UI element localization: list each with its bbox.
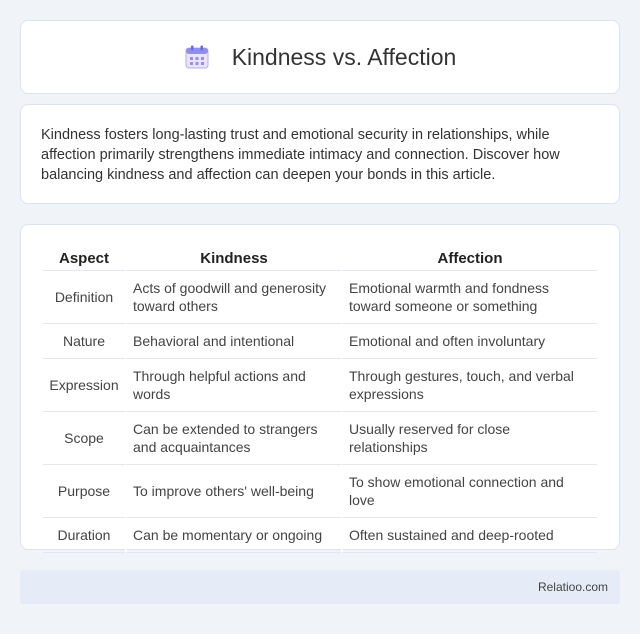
header-kindness: Kindness [125, 245, 341, 271]
header-aspect: Aspect [43, 245, 125, 271]
header-affection: Affection [341, 245, 597, 271]
page-title: Kindness vs. Affection [231, 43, 457, 70]
kindness-cell: Behavioral and intentional [125, 324, 341, 359]
kindness-cell: To improve others' well-being [125, 465, 341, 518]
kindness-cell: Can be momentary or ongoing [125, 518, 341, 553]
footer-bar [20, 570, 620, 604]
comparison-card [20, 224, 620, 550]
footer-brand: Relatioo.com [537, 580, 608, 594]
table-row [43, 271, 597, 324]
table-row [43, 465, 597, 518]
table-row [43, 412, 597, 465]
table-row [43, 518, 597, 553]
kindness-cell: Can be extended to strangers and acquaintances [125, 412, 341, 465]
intro-text: Kindness fosters long-lasting trust and emotional security in relationships, while affection primarily strengthens immediate intimacy and connection. Discover how balancing kindness and affection can deepen your bonds in this article. [41, 127, 560, 183]
affection-cell: Through gestures, touch, and verbal expressions [341, 359, 597, 412]
calendar-icon [184, 44, 210, 70]
table-row [43, 359, 597, 412]
table-row [43, 324, 597, 359]
affection-cell: Emotional warmth and fondness toward someone or something [341, 271, 597, 324]
intro-card [20, 104, 620, 204]
affection-cell: Emotional and often involuntary [341, 324, 597, 359]
aspect-cell: Duration [43, 518, 125, 553]
aspect-cell: Expression [43, 359, 125, 412]
aspect-cell: Nature [43, 324, 125, 359]
kindness-cell: Acts of goodwill and generosity toward others [125, 271, 341, 324]
title-card [20, 20, 620, 94]
kindness-cell: Through helpful actions and words [125, 359, 341, 412]
comparison-table [43, 245, 597, 553]
table-header-row [43, 245, 597, 271]
aspect-cell: Purpose [43, 465, 125, 518]
aspect-cell: Definition [43, 271, 125, 324]
aspect-cell: Scope [43, 412, 125, 465]
affection-cell: Usually reserved for close relationships [341, 412, 597, 465]
affection-cell: Often sustained and deep-rooted [341, 518, 597, 553]
affection-cell: To show emotional connection and love [341, 465, 597, 518]
